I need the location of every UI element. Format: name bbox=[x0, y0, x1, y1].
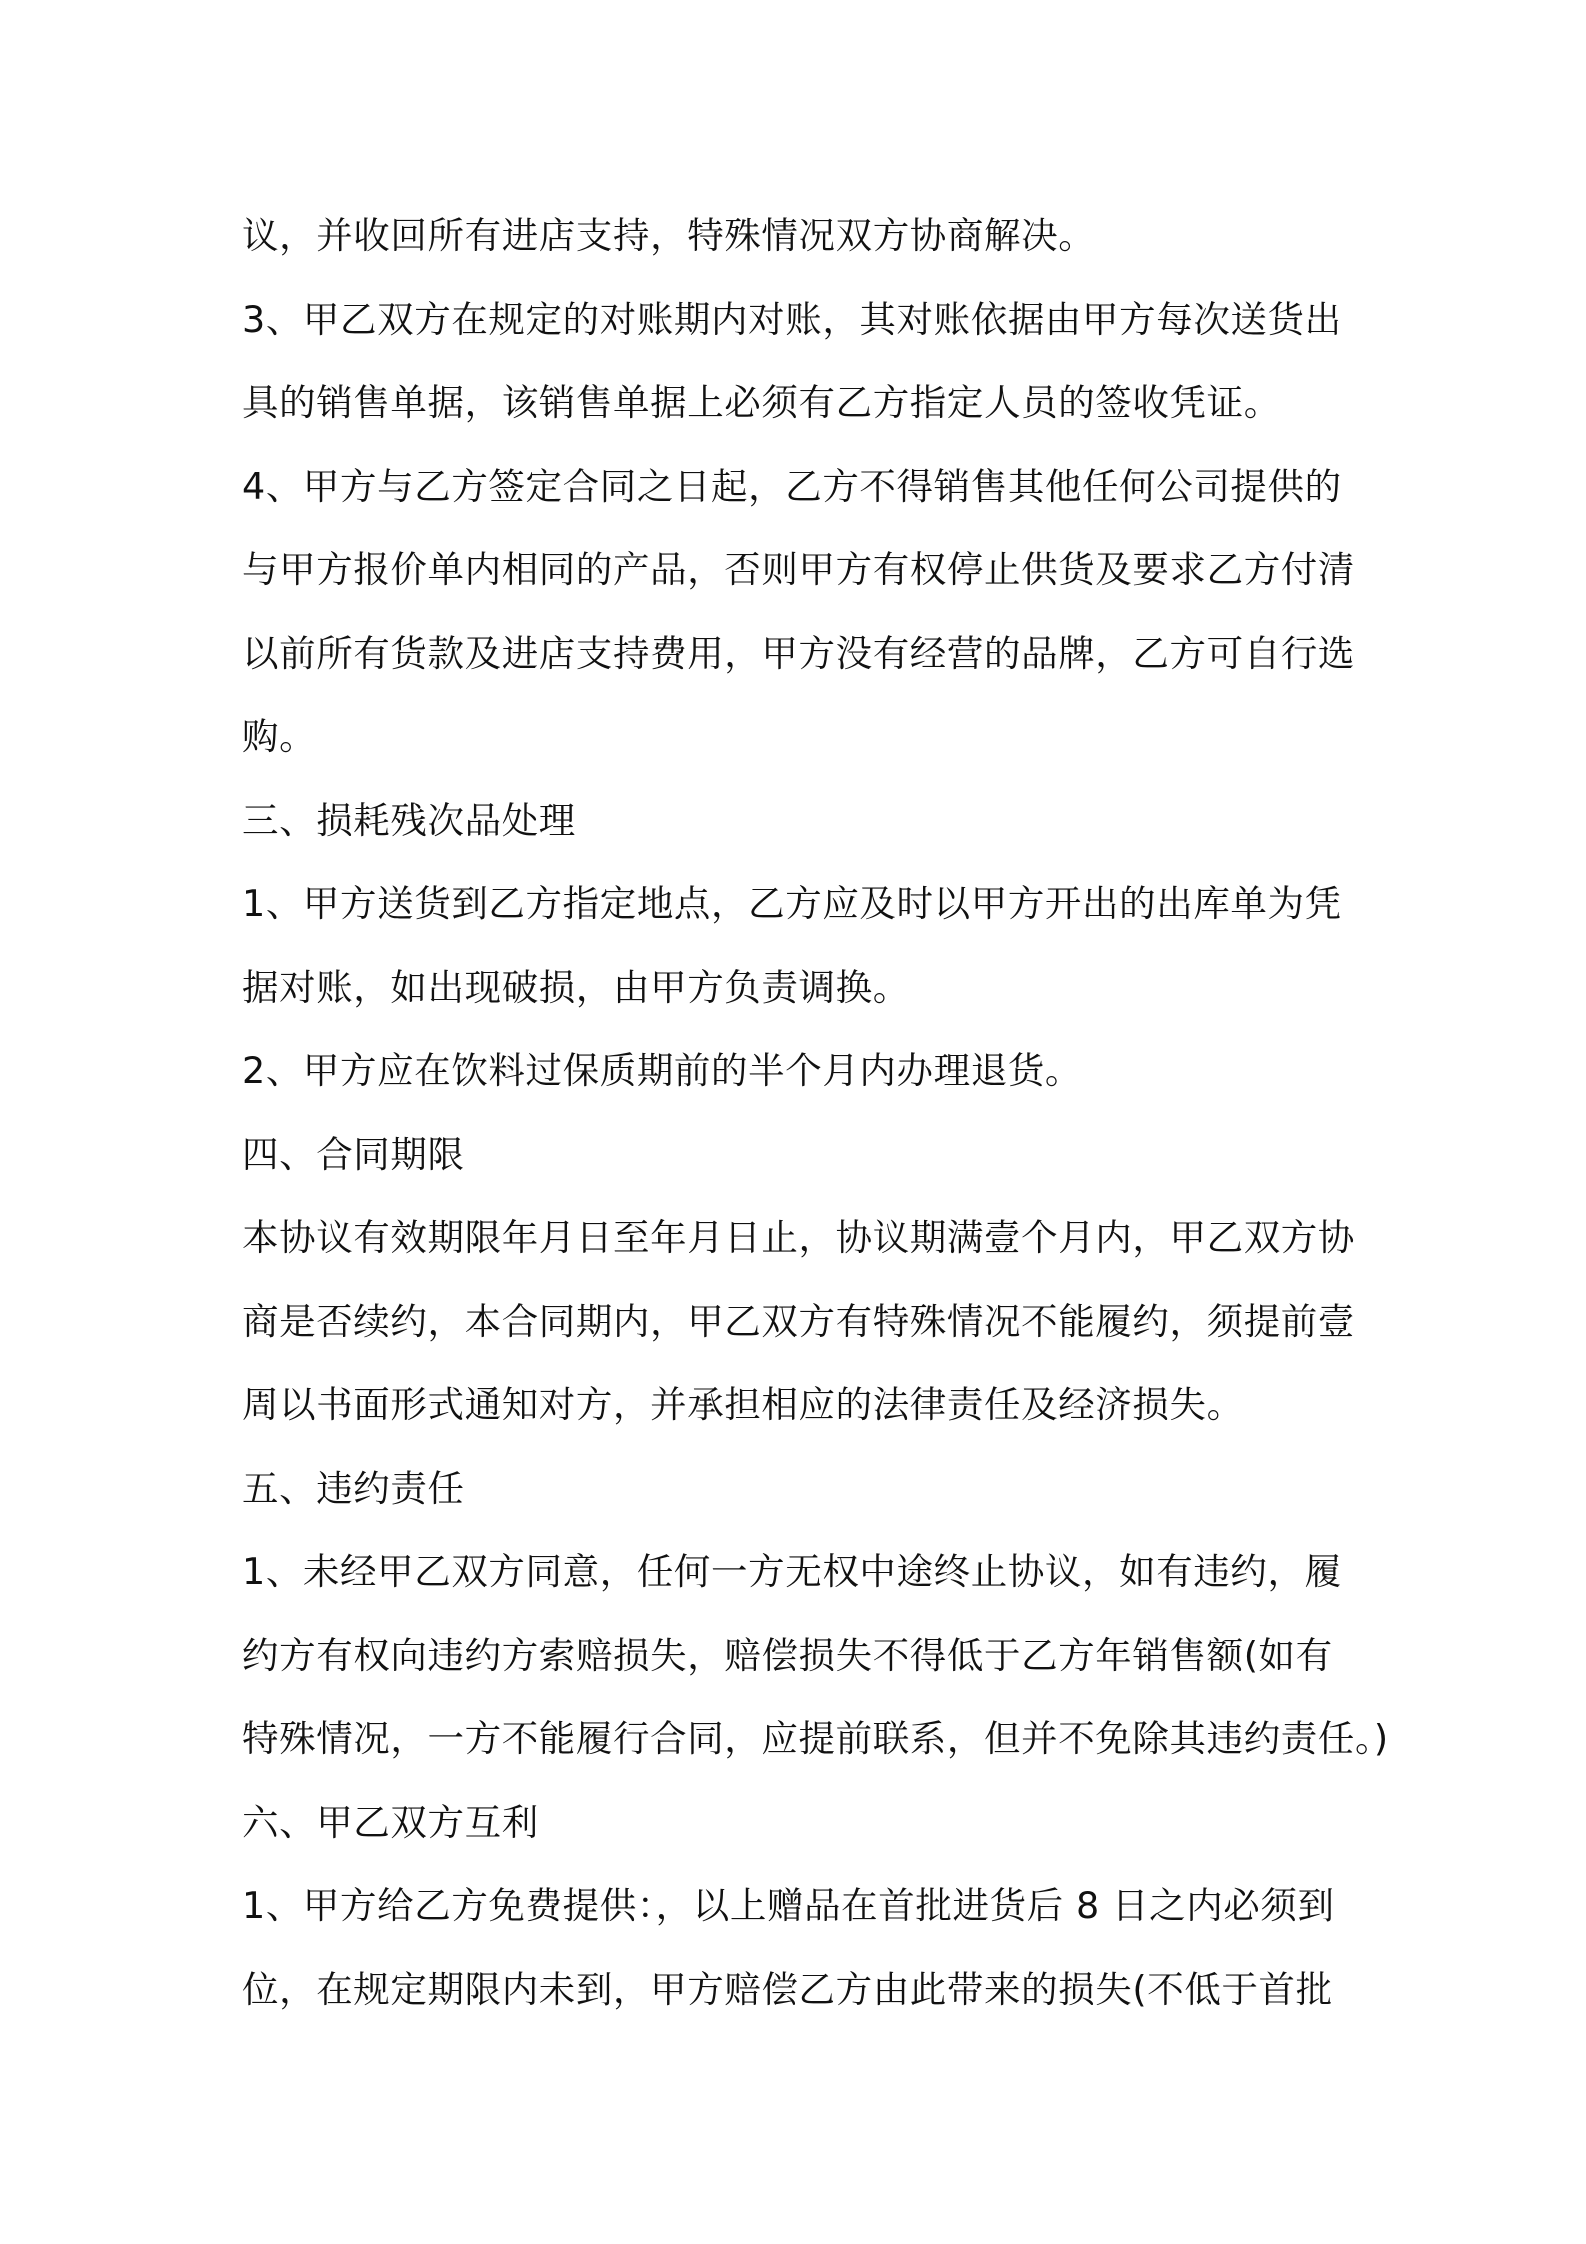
text-line: 据对账，如出现破损，由甲方负责调换。 bbox=[242, 965, 910, 1009]
text-line: 购。 bbox=[242, 715, 317, 758]
text-line: 1、甲方送货到乙方指定地点，乙方应及时以甲方开出的出库单为凭 bbox=[242, 882, 1342, 925]
section-heading: 四、合同期限 bbox=[242, 1132, 465, 1176]
document-text bbox=[242, 194, 1389, 2031]
text-line: 2、甲方应在饮料过保质期前的半个月内办理退货。 bbox=[242, 1049, 1083, 1092]
section-heading: 六、甲乙双方互利 bbox=[242, 1800, 539, 1844]
text-line: 4、甲方与乙方签定合同之日起，乙方不得销售其他任何公司提供的 bbox=[242, 464, 1342, 508]
text-line: 商是否续约，本合同期内，甲乙双方有特殊情况不能履约，须提前壹 bbox=[242, 1299, 1355, 1343]
text-line: 本协议有效期限年月日至年月日止，协议期满壹个月内，甲乙双方协 bbox=[242, 1216, 1355, 1259]
section-heading: 五、违约责任 bbox=[242, 1466, 465, 1510]
text-line: 特殊情况，一方不能履行合同，应提前联系，但并不免除其违约责任。) bbox=[242, 1717, 1389, 1760]
section-heading: 三、损耗残次品处理 bbox=[242, 798, 576, 842]
text-line: 位，在规定期限内未到，甲方赔偿乙方由此带来的损失(不低于首批 bbox=[242, 1967, 1333, 2011]
text-line: 周以书面形式通知对方，并承担相应的法律责任及经济损失。 bbox=[242, 1383, 1244, 1426]
text-line: 1、未经甲乙双方同意，任何一方无权中途终止协议，如有违约，履 bbox=[242, 1550, 1342, 1593]
text-line: 1、甲方给乙方免费提供：，以上赠品在首批进货后 8 日之内必须到 bbox=[242, 1884, 1335, 1927]
text-line: 以前所有货款及进店支持费用，甲方没有经营的品牌，乙方可自行选 bbox=[242, 631, 1355, 675]
text-line: 与甲方报价单内相同的产品，否则甲方有权停止供货及要求乙方付清 bbox=[242, 548, 1355, 591]
text-line: 具的销售单据，该销售单据上必须有乙方指定人员的签收凭证。 bbox=[242, 381, 1281, 424]
text-line: 3、甲乙双方在规定的对账期内对账，其对账依据由甲方每次送货出 bbox=[242, 297, 1342, 341]
text-line: 议，并收回所有进店支持，特殊情况双方协商解决。 bbox=[242, 214, 1096, 257]
text-line: 约方有权向违约方索赔损失，赔偿损失不得低于乙方年销售额(如有 bbox=[242, 1633, 1333, 1677]
